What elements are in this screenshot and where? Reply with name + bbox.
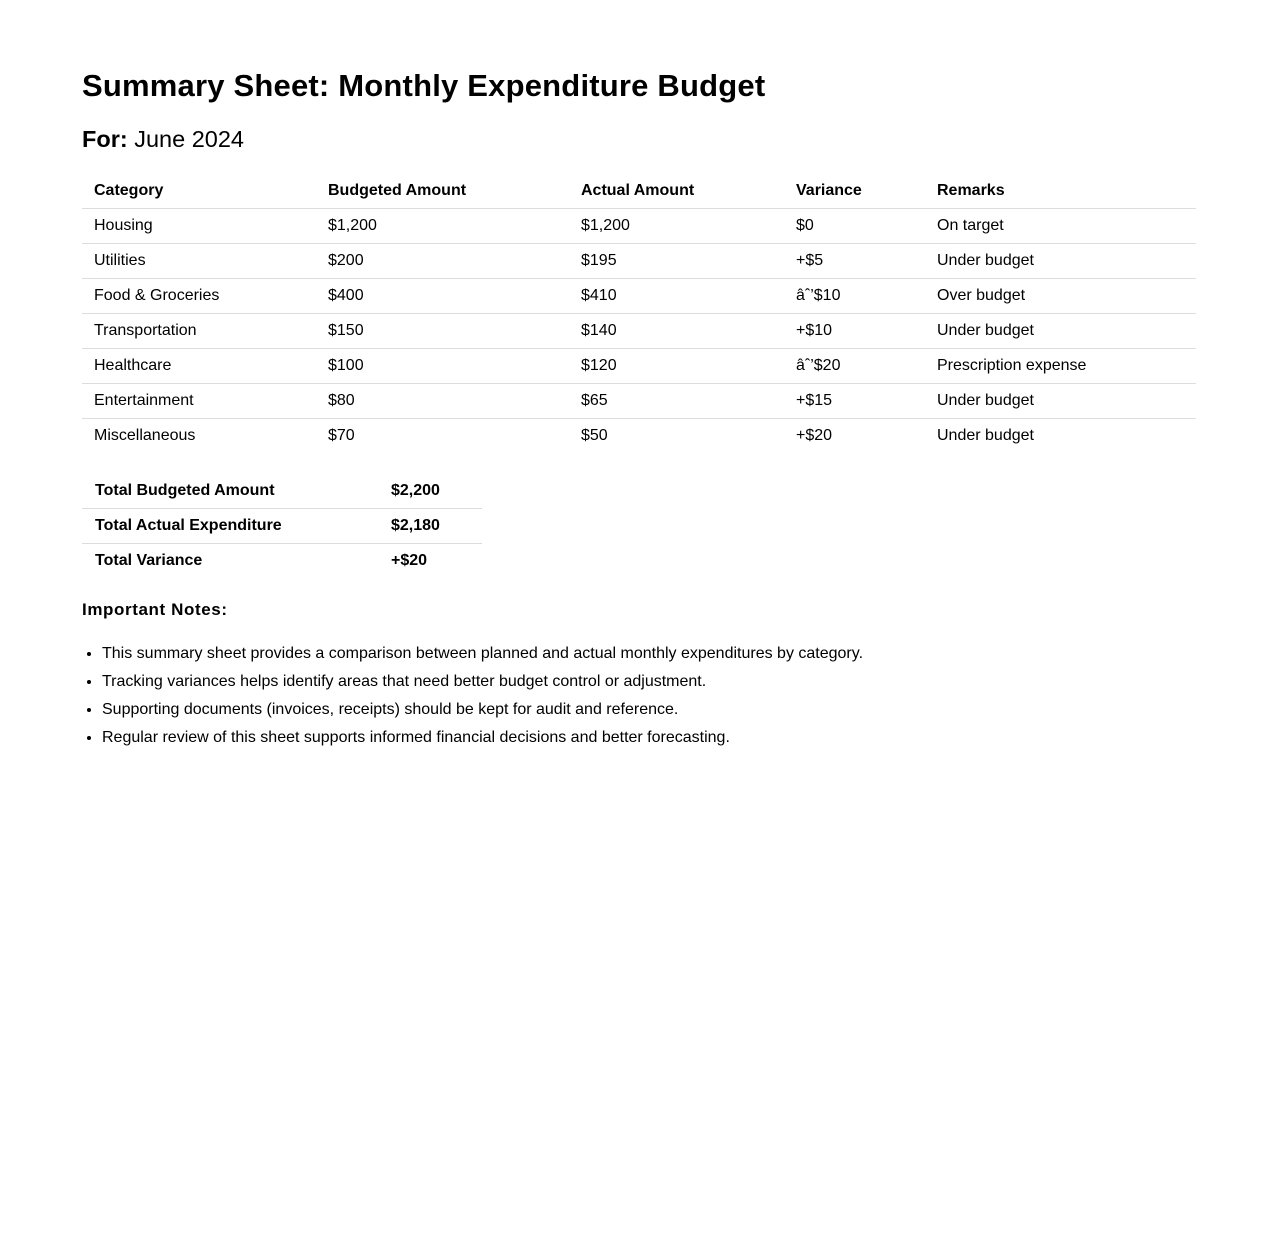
- cell-budgeted: $150: [316, 314, 569, 349]
- cell-actual: $65: [569, 384, 784, 419]
- cell-category: Entertainment: [82, 384, 316, 419]
- totals-row: [82, 474, 482, 509]
- cell-budgeted: $1,200: [316, 209, 569, 244]
- note-item: • Regular review of this sheet supports informed financial decisions and better forecasting.: [102, 724, 1196, 752]
- cell-remarks: Under budget: [925, 314, 1196, 349]
- cell-category: Food & Groceries: [82, 279, 316, 314]
- note-item: • Supporting documents (invoices, receipts) should be kept for audit and reference.: [102, 696, 1196, 724]
- cell-variance: +$10: [784, 314, 925, 349]
- table-row: [82, 279, 1196, 314]
- total-actual-label: Total Actual Expenditure: [82, 509, 378, 544]
- header-variance: Variance: [784, 174, 925, 209]
- cell-budgeted: $200: [316, 244, 569, 279]
- period-value: June 2024: [134, 126, 244, 152]
- cell-category: Miscellaneous: [94, 427, 196, 444]
- totals-row: [82, 509, 482, 544]
- period-label: For:: [82, 126, 128, 152]
- cell-actual: $410: [569, 279, 784, 314]
- cell-category: Healthcare: [82, 349, 316, 384]
- total-variance-value: +$20: [391, 552, 428, 569]
- cell-variance: âˆ’$20: [784, 349, 925, 384]
- table-row: [82, 314, 1196, 349]
- totals-table: [82, 474, 482, 578]
- cell-actual: $120: [569, 349, 784, 384]
- table-row: [82, 349, 1196, 384]
- cell-actual: $1,200: [569, 209, 784, 244]
- cell-variance: +$20: [796, 427, 833, 444]
- table-row: [82, 419, 1196, 454]
- cell-remarks: Prescription expense: [925, 349, 1196, 384]
- cell-remarks: Under budget: [925, 384, 1196, 419]
- total-budgeted-label: Total Budgeted Amount: [82, 474, 378, 509]
- note-item: • Tracking variances helps identify areas that need better budget control or adjustment.: [102, 668, 1196, 696]
- cell-category: Housing: [82, 209, 316, 244]
- total-actual-value: $2,180: [378, 509, 482, 544]
- table-row: [82, 209, 1196, 244]
- cell-category: Utilities: [82, 244, 316, 279]
- cell-budgeted: $80: [316, 384, 569, 419]
- cell-budgeted: $100: [316, 349, 569, 384]
- note-item: • This summary sheet provides a comparison between planned and actual monthly expenditures by category.: [102, 640, 1196, 668]
- cell-budgeted: $70: [328, 427, 355, 444]
- table-row: [82, 244, 1196, 279]
- cell-actual: $50: [581, 427, 608, 444]
- cell-budgeted: $400: [316, 279, 569, 314]
- table-header-row: [82, 174, 1196, 209]
- cell-remarks: On target: [925, 209, 1196, 244]
- cell-variance: $0: [784, 209, 925, 244]
- cell-actual: $195: [569, 244, 784, 279]
- header-budgeted-amount: Budgeted Amount: [316, 174, 569, 209]
- cell-remarks: Over budget: [925, 279, 1196, 314]
- table-row: [82, 384, 1196, 419]
- cell-variance: +$15: [784, 384, 925, 419]
- notes-heading: Important Notes:: [82, 600, 228, 619]
- cell-remarks: Under budget: [937, 427, 1034, 444]
- header-actual-amount: Actual Amount: [569, 174, 784, 209]
- cell-variance: âˆ’$10: [784, 279, 925, 314]
- page-title: Summary Sheet: Monthly Expenditure Budget: [82, 68, 766, 103]
- totals-row: [82, 544, 482, 579]
- cell-remarks: Under budget: [925, 244, 1196, 279]
- cell-category: Transportation: [82, 314, 316, 349]
- cell-variance: +$5: [784, 244, 925, 279]
- total-budgeted-value: $2,200: [378, 474, 482, 509]
- header-remarks: Remarks: [925, 174, 1196, 209]
- period-line: [82, 124, 1196, 154]
- header-category: Category: [82, 174, 316, 209]
- cell-actual: $140: [569, 314, 784, 349]
- total-variance-label: Total Variance: [95, 552, 203, 569]
- budget-table: [82, 174, 1196, 453]
- notes-list: [82, 640, 1196, 752]
